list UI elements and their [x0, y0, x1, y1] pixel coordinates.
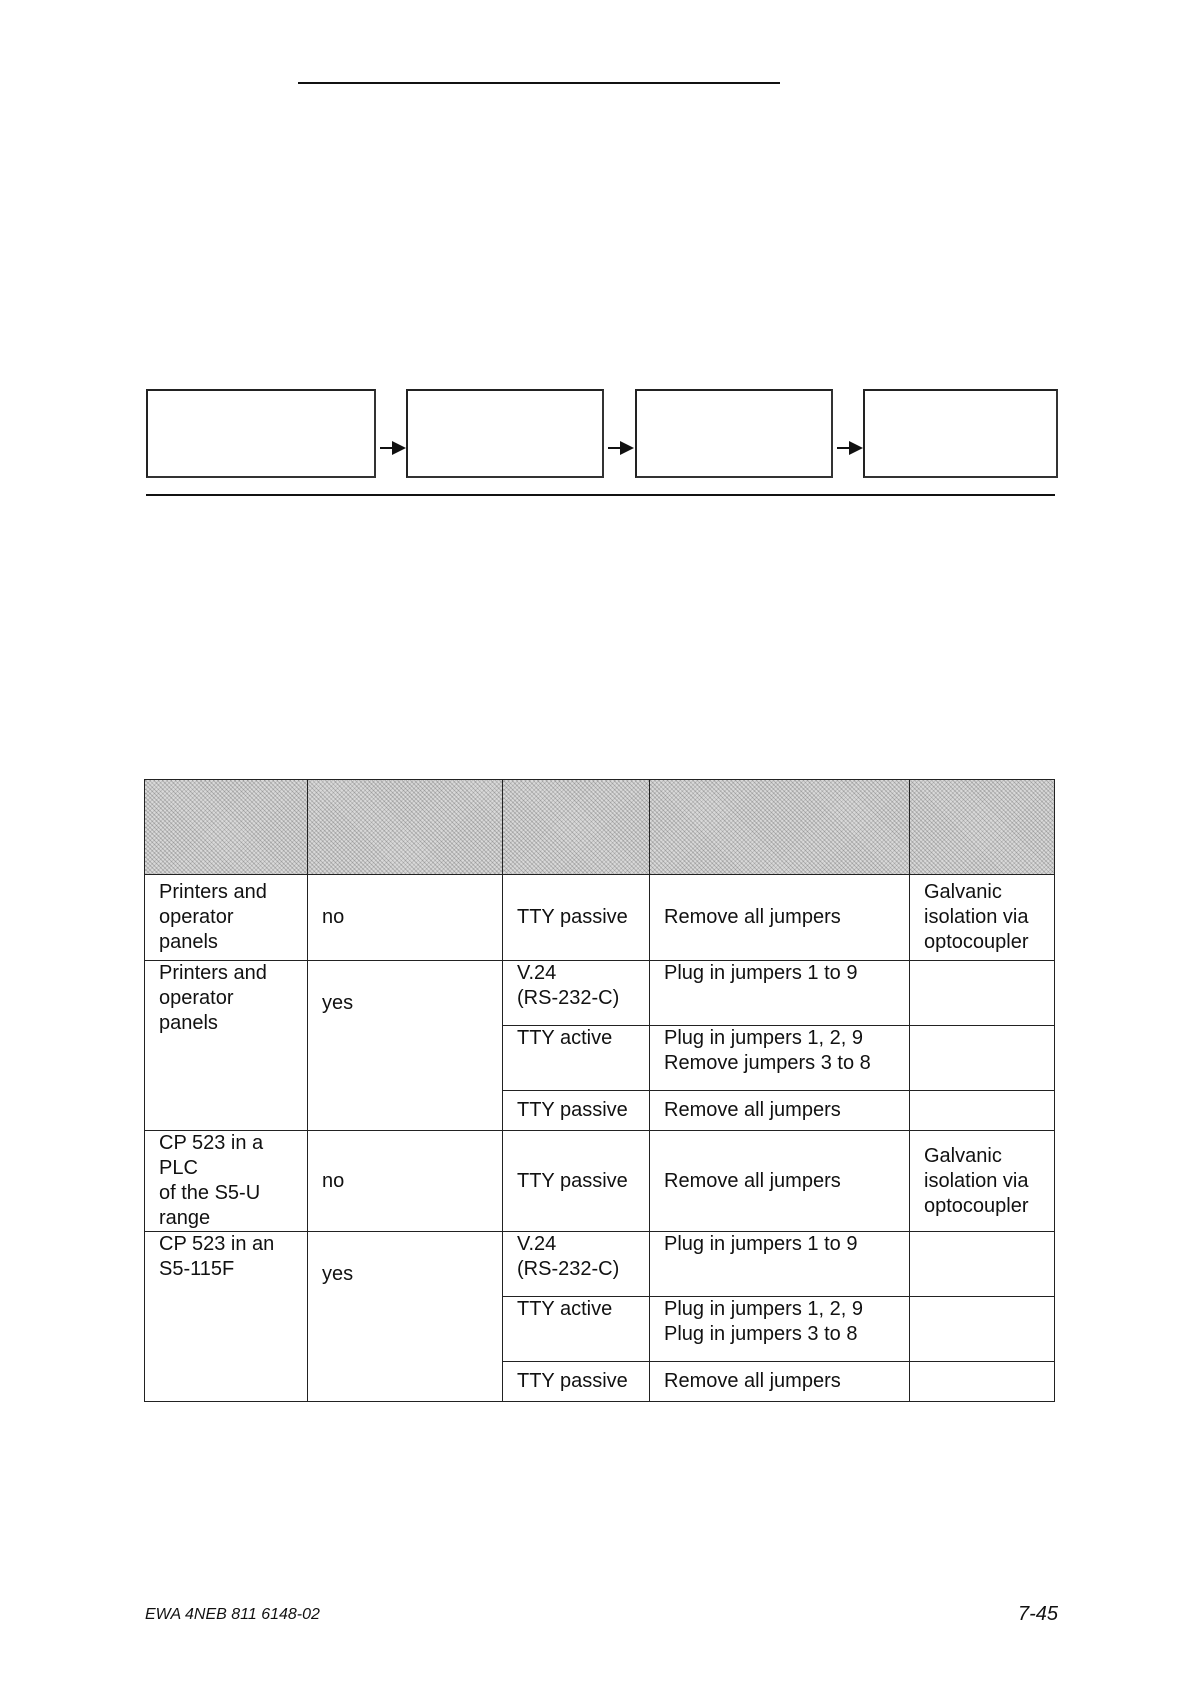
interface-cell: TTY passive [503, 1131, 650, 1232]
section-rule [146, 494, 1055, 496]
table-header-row [145, 780, 1055, 875]
remark-cell [910, 1362, 1055, 1402]
jumper-setting-cell: Remove all jumpers [650, 875, 910, 961]
arrow-right-icon [606, 439, 636, 457]
jumper-setting-cell: Remove all jumpers [650, 1131, 910, 1232]
remark-cell [910, 961, 1055, 1026]
interface-cell: TTY active [503, 1297, 650, 1362]
header-cell [910, 780, 1055, 875]
isolation-required-cell: yes [308, 961, 503, 1131]
interface-cell: TTY active [503, 1026, 650, 1091]
header-cell [145, 780, 308, 875]
remark-cell [910, 1297, 1055, 1362]
jumper-setting-cell: Plug in jumpers 1, 2, 9 Plug in jumpers 3 to 8 [650, 1297, 910, 1362]
table-row [145, 875, 1055, 961]
device-cell: CP 523 in an S5-115F [145, 1232, 308, 1402]
remark-cell: Galvanic isolation via optocoupler [910, 875, 1055, 961]
device-cell: Printers and operator panels [145, 961, 308, 1131]
flow-box-3 [635, 389, 833, 478]
jumper-settings-table [144, 779, 1054, 1391]
jumper-setting-cell: Remove all jumpers [650, 1091, 910, 1131]
header-cell [308, 780, 503, 875]
flow-box-2 [406, 389, 604, 478]
arrow-right-icon [835, 439, 865, 457]
arrow-right-icon [378, 439, 408, 457]
header-rule [298, 82, 780, 84]
interface-cell: TTY passive [503, 1362, 650, 1402]
table-row [145, 1131, 1055, 1232]
header-cell [503, 780, 650, 875]
isolation-required-cell: no [308, 875, 503, 961]
remark-cell [910, 1091, 1055, 1131]
isolation-required-cell: no [308, 1131, 503, 1232]
table-row [145, 1232, 1055, 1297]
jumper-setting-cell: Plug in jumpers 1, 2, 9 Remove jumpers 3 to 8 [650, 1026, 910, 1091]
isolation-required-cell: yes [308, 1232, 503, 1402]
remark-cell [910, 1232, 1055, 1297]
device-cell: Printers and operator panels [145, 875, 308, 961]
remark-cell [910, 1026, 1055, 1091]
interface-cell: V.24 (RS-232-C) [503, 961, 650, 1026]
interface-cell: V.24 (RS-232-C) [503, 1232, 650, 1297]
interface-cell: TTY passive [503, 1091, 650, 1131]
jumper-setting-cell: Plug in jumpers 1 to 9 [650, 1232, 910, 1297]
page-number: 7-45 [1018, 1603, 1059, 1625]
jumper-setting-cell: Remove all jumpers [650, 1362, 910, 1402]
device-cell: CP 523 in a PLC of the S5-U range [145, 1131, 308, 1232]
document-number: EWA 4NEB 811 6148-02 [145, 1606, 320, 1623]
header-cell [650, 780, 910, 875]
remark-cell: Galvanic isolation via optocoupler [910, 1131, 1055, 1232]
interface-cell: TTY passive [503, 875, 650, 961]
jumper-setting-cell: Plug in jumpers 1 to 9 [650, 961, 910, 1026]
table-row [145, 961, 1055, 1026]
flow-box-1 [146, 389, 376, 478]
flow-box-4 [863, 389, 1058, 478]
